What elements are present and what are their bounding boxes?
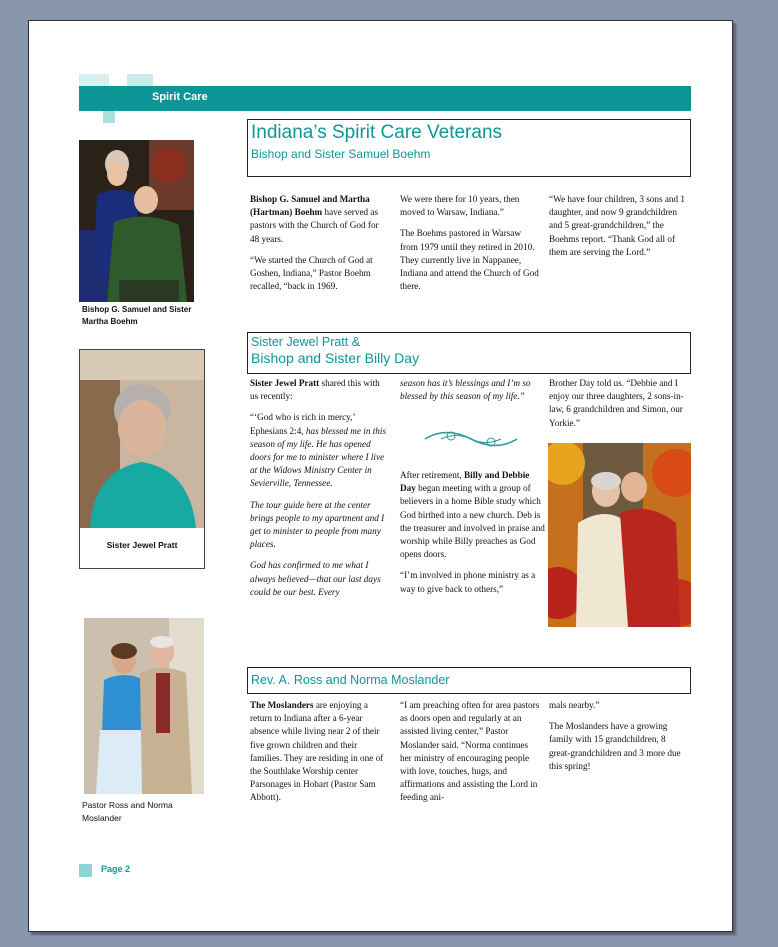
section1-column-2 — [400, 193, 540, 301]
section2-col2-p3: “I’m involved in phone ministry as a way to give back to others,” — [400, 570, 536, 594]
section1-col1-p2: “We started the Church of God at Goshen, Indiana,” Pastor Boehm recalled, “back in 1969. — [250, 254, 373, 292]
section3-col2-p1: “I am preaching often for area pastors as doors open and regularly at an assisted living center,” Pastor Moslander said. “Norma continues her ministry of encouraging people with love, touches, hugs, and affirmations and assisting the Lord in feeding ani- — [400, 700, 540, 803]
section2-title-box — [247, 332, 691, 374]
pratt-name: Sister Jewel Pratt — [250, 378, 320, 388]
moslander-names: The Moslanders — [250, 700, 314, 710]
section2-column-2 — [400, 377, 546, 411]
section2-col2-p1: season has it’s blessings and I’m so blessed by this season of my life.” — [400, 378, 531, 402]
flourish-ornament — [421, 424, 521, 454]
section2-column-1 — [250, 377, 390, 607]
section2-column-2b — [400, 469, 546, 604]
section3-title: Rev. A. Ross and Norma Moslander — [251, 673, 450, 687]
section1-col2-p2: The Boehms pastored in Warsaw from 1979 until they retired in 2010. They currently live in Nappanee, Indiana and attend the Church of God there. — [400, 228, 539, 292]
section2-col1-p3: The tour guide here at the center brings people to my apartment and I get to minister to people from many places. — [250, 499, 385, 550]
document-page — [28, 20, 733, 932]
section1-column-3 — [549, 193, 689, 267]
section2-col2-text: began meeting with a group of believers in a home Bible study which God birthed into a new church. Deb is the treasurer and involved in praise and worship while Billy preaches as God opens doors. — [400, 483, 545, 560]
section2-col2-lead: After retirement, — [400, 470, 465, 480]
moslander-caption-line2: Moslander — [82, 813, 122, 823]
banner-title: Spirit Care — [152, 91, 208, 103]
section2-column-3 — [549, 377, 689, 438]
section1-col2-p1: We were there for 10 years, then moved to Warsaw, Indiana.” — [400, 194, 520, 218]
section3-col3-p2: The Moslanders have a growing family with 15 grandchildren, 8 great-grandchildren and 3 more due this spring! — [549, 721, 681, 771]
section1-subtitle: Bishop and Sister Samuel Boehm — [251, 147, 431, 161]
page-number: Page 2 — [101, 864, 131, 874]
moslander-caption-line1: Pastor Ross and Norma — [82, 800, 173, 810]
section3-column-1 — [250, 699, 390, 813]
section2-col1-text: shared this with us recently: — [250, 378, 380, 402]
section3-column-3 — [549, 699, 689, 781]
section1-column-1 — [250, 193, 390, 301]
decor-square — [127, 74, 153, 86]
section2-col1-p2a: “‘God who is rich in mercy,’ Ephesians 2:4, — [250, 412, 355, 436]
section3-column-2 — [400, 699, 540, 813]
section3-title-box — [247, 667, 691, 694]
footer-square — [79, 864, 92, 877]
section2-title-line2: Bishop and Sister Billy Day — [251, 350, 420, 366]
moslander-photo — [84, 618, 204, 794]
boehm-photo — [79, 140, 194, 302]
section3-col1-text: are enjoying a return to Indiana after a 6-year absence while living near 2 of their five grown children and their families. They are residing in one of the Southlake Worship center Parsonages in Hobart (Pastor Sam Abbott). — [250, 700, 384, 803]
pratt-photo-caption: Sister Jewel Pratt — [106, 540, 178, 550]
day-photo — [548, 443, 691, 627]
pratt-photo — [80, 350, 204, 528]
section2-col1-p2b: has blessed me in this season of my life. He has opened doors for me to minister where I live at the Widows Ministry Center in Sevierville, Tennessee. — [250, 425, 387, 489]
moslander-photo-caption — [82, 799, 202, 825]
day-names: Billy and Debbie Day — [400, 470, 530, 494]
pratt-photo-frame — [79, 349, 205, 569]
section1-title: Indiana’s Spirit Care Veterans — [251, 122, 503, 143]
boehm-names: Bishop G. Samuel and Martha (Hartman) Boehm — [250, 194, 370, 218]
decor-square — [79, 74, 109, 86]
section2-col3-p1: Brother Day told us. “Debbie and I enjoy our three daughters, 2 sons-in-law, 6 grandchildren and Simon, our Yorkie.” — [549, 378, 684, 428]
section2-title-line1: Sister Jewel Pratt & — [251, 335, 361, 349]
section3-col3-p1: mals nearby.” — [549, 700, 600, 710]
boehm-photo-caption: Bishop G. Samuel and Sister Martha Boehm — [82, 305, 192, 326]
decor-square — [103, 111, 115, 123]
section2-col1-p4: God has confirmed to me what I always believed—that our last days could be our best. Every — [250, 560, 381, 597]
section1-col3-p1: “We have four children, 3 sons and 1 daughter, and now 9 grandchildren and 5 great-grandchildren,” the Boehms report. “Thank God all of them are serving the Lord.” — [549, 194, 686, 257]
section1-title-box — [247, 119, 691, 177]
section1-col1-text: have served as pastors with the Church of God for 48 years. — [250, 207, 379, 244]
